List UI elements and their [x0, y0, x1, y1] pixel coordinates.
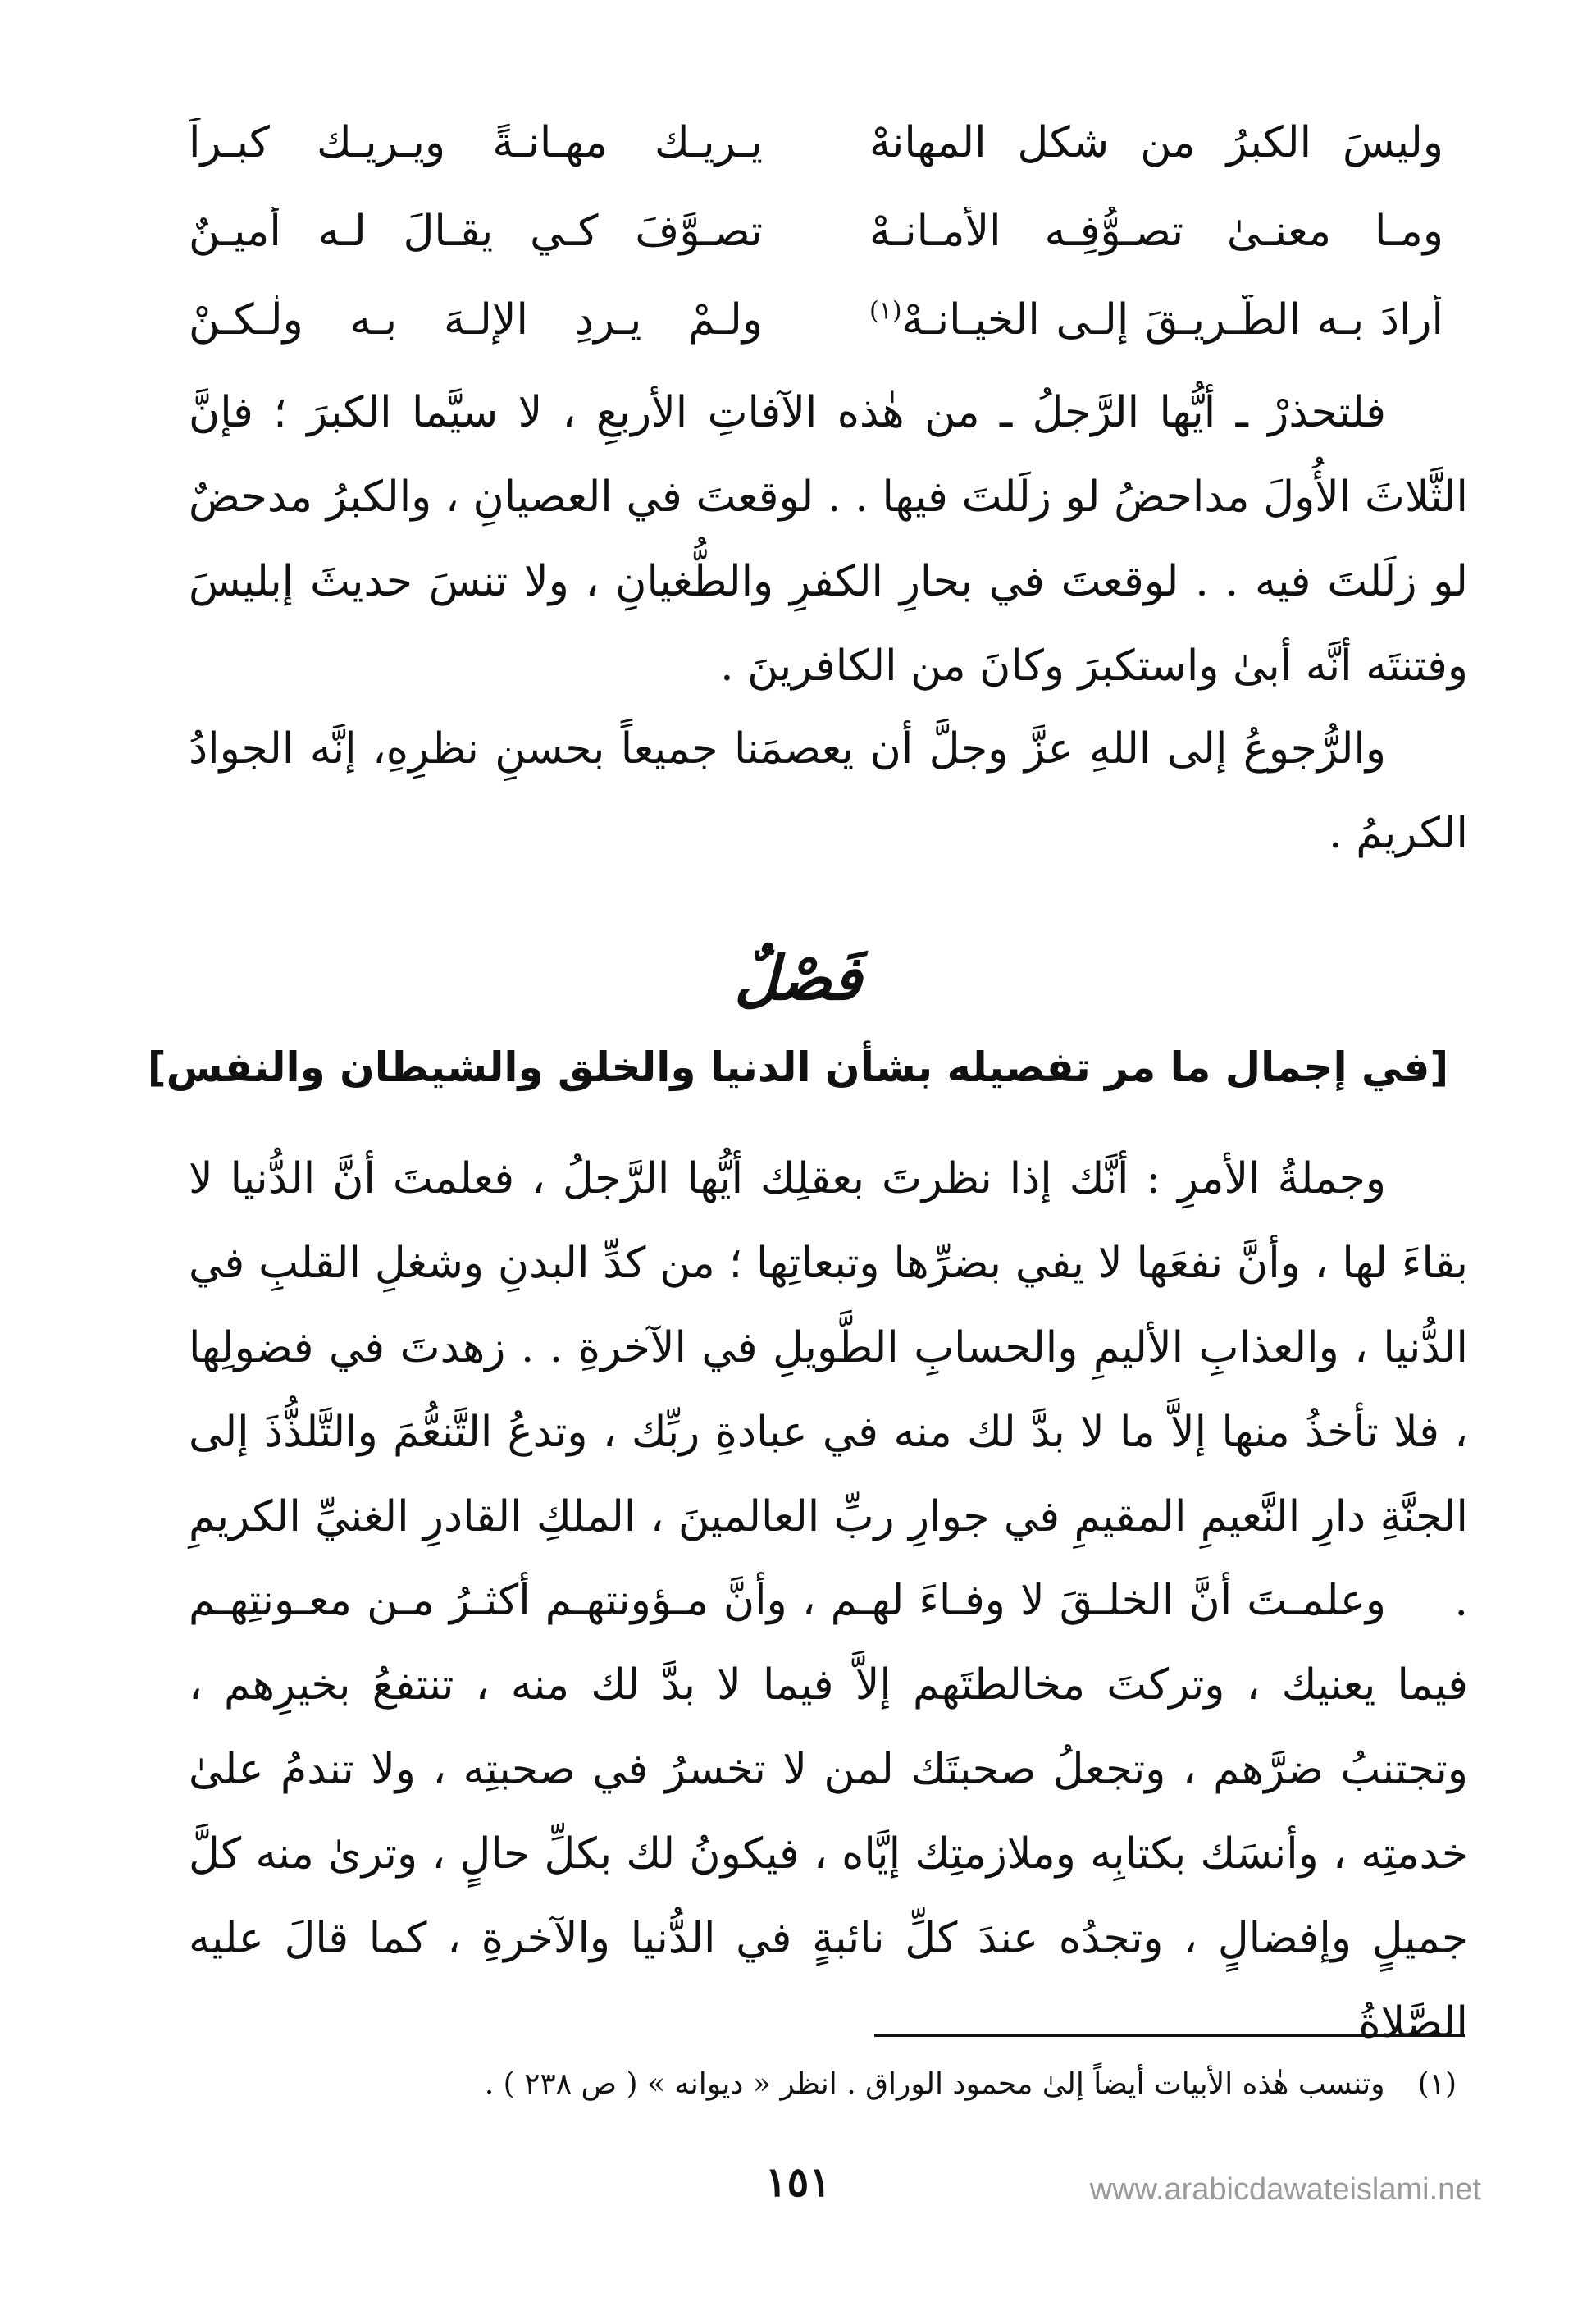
section-title: [في إجمال ما مر تفصيله بشأن الدنيا والخلق والشيطان والنفس] [147, 1043, 1449, 1091]
poem-second-hemistich-with-footnote [869, 295, 1443, 345]
paragraph-creation: وعلمـتَ أنَّ الخلـقَ لا وفـاءَ لهـم ، وأنَّ مـؤونتهـم أكثـرُ مـن معـونتِهـم فيما يعنيك ، وتركتَ مخالطتَهم إلاَّ فيما لا بدَّ لك منه ، تنتفعُ بخيرِهم ، وتجتنبُ ضرَّهم ، وتجعلُ صحبتَك لمن لا تخسرُ في صحبتِه ، ولا تندمُ علىٰ خدمتِه ، وأنسَك بكتابِه وملازمتِك إيَّاه ، فيكونُ لك بكلِّ حالٍ ، وترىٰ منه كلَّ جميلٍ وإفضالٍ ، وتجدُه عندَ كلِّ نائبةٍ في الدُّنيا والآخرةِ ، كما قالَ عليه الصَّلاةُ [189, 1576, 1468, 2048]
poem-second-hemistich: ومـا معنـىٰ تصـوُّفِـه الأمـانـهْ [869, 207, 1443, 256]
footnote-number: (١) [1417, 2067, 1457, 2101]
footnote-marker: (١) [869, 296, 902, 326]
paragraph-supplication: والرُّجوعُ إلى اللهِ عزَّ وجلَّ أن يعصمَنا جميعاً بحسنِ نظرِهِ، إنَّه الجوادُ الكريمُ . [189, 724, 1468, 858]
poem-first-hemistich: يـريـك مهـانـةً ويـريـك كبـراً [189, 118, 763, 167]
poem-line [189, 187, 1443, 276]
section-ornament-heading: فَصْلٌ [734, 943, 862, 1014]
poem-second-hemistich: وليسَ الكبرُ من شكلِ المهانهْ [869, 118, 1443, 167]
footnote-text: وتنسب هٰذه الأبيات أيضاً إلىٰ محمود الوراق . انظر « ديوانه » ( ص ٢٣٨ ) . [484, 2067, 1385, 2101]
footnote-divider [874, 2034, 1465, 2037]
poem-line [189, 276, 1443, 364]
paragraph-summary: وجملةُ الأمرِ : أنَّك إذا نظرتَ بعقلِك أيُّها الرَّجلُ ، فعلمتَ أنَّ الدُّنيا لا بقاءَ لها ، وأنَّ نفعَها لا يفي بضرِّها وتبعاتِها ؛ من كدِّ البدنِ وشغلِ القلبِ في الدُّنيا ، والعذابِ الأليمِ والحسابِ الطَّويلِ في الآخرةِ . . زهدتَ في فضولِها ، فلا تأخذُ منها إلاَّ ما لا بدَّ لك منه في عبادةِ ربِّك ، وتدعُ التَّنعُّمَ والتَّلذُّذَ إلى الجنَّةِ دارِ النَّعيمِ المقيمِ في جوارِ ربِّ العالمينَ ، الملكِ القادرِ الغنيِّ الكريمِ . [189, 1154, 1468, 1626]
poem-first-hemistich: ولـمْ يـردِ الإلـهَ بـه ولٰـكـنْ [189, 295, 763, 345]
poem-first-hemistich: تصـوَّفَ كـي يقـالَ لـه أميـنٌ [189, 207, 763, 256]
page-number: ١٥١ [764, 2158, 832, 2206]
poem-second-hemistich-text: أرادَ بـه الطَّـريـقَ إلـى الخيـانـهْ [901, 295, 1443, 345]
poem-block [189, 98, 1443, 364]
paragraph-warning: فلتحذرْ ـ أيُّها الرَّجلُ ـ من هٰذه الآفاتِ الأربعِ ، لا سيَّما الكبرَ ؛ فإنَّ الثَّلاثَ الأُولَ مداحضُ لو زلَلتَ فيها . . لوقعتَ في العصيانِ ، والكبرُ مدحضٌ لو زلَلتَ فيه . . لوقعتَ في بحارِ الكفرِ والطُّغيانِ ، ولا تنسَ حديثَ إبليسَ وفتنتَه أنَّه أبىٰ واستكبرَ وكانَ من الكافرينَ . [189, 388, 1468, 691]
watermark-url: www.arabicdawateislami.net [1089, 2172, 1481, 2207]
footnote [177, 2067, 1457, 2101]
poem-line [189, 98, 1443, 187]
